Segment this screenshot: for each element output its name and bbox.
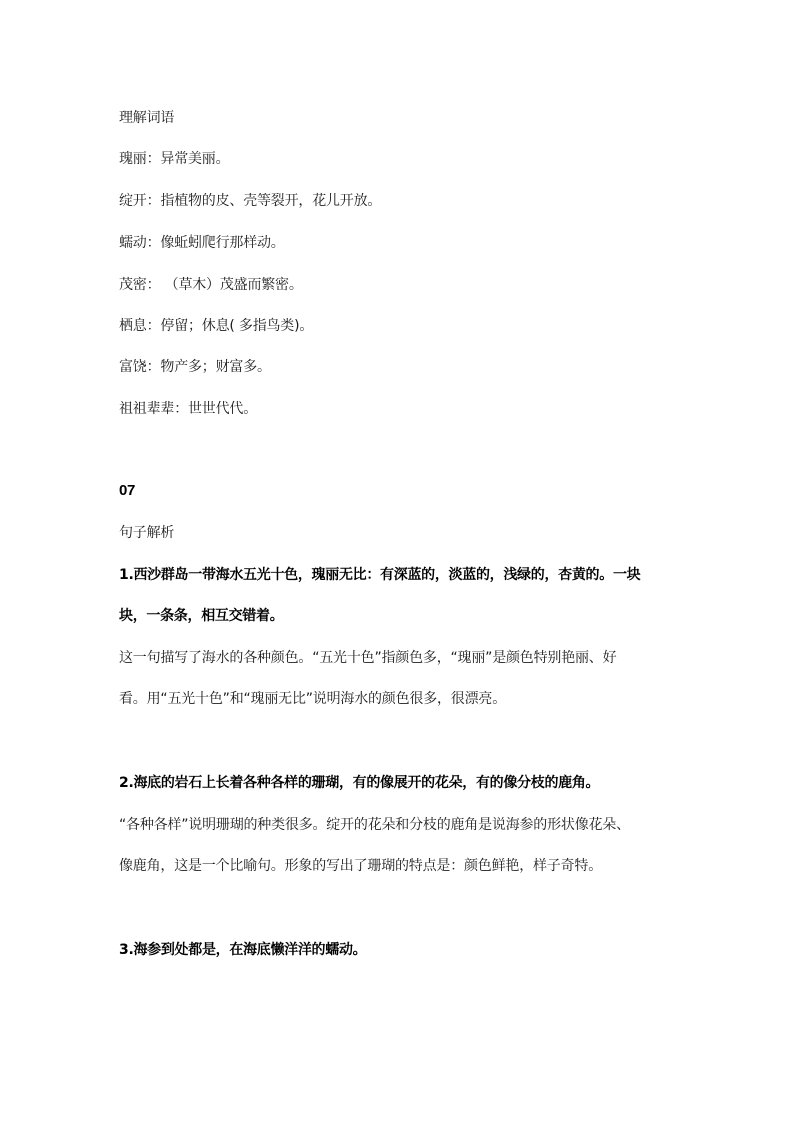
sentence-3-title: 3.海参到处都是，在海底懒洋洋的蠕动。	[119, 942, 367, 958]
sentence-2-analysis-cont: 像鹿角，这是一个比喻句。形象的写出了珊瑚的特点是：颜色鲜艳，样子奇特。	[119, 858, 602, 874]
vocabulary-heading: 理解词语	[119, 110, 175, 126]
sentence-2-title: 2.海底的岩石上长着各种各样的珊瑚，有的像展开的花朵，有的像分枝的鹿角。	[119, 775, 600, 791]
sentence-1-analysis-cont: 看。用“五光十色”和“瑰丽无比”说明海水的颜色很多，很漂亮。	[119, 691, 507, 707]
vocabulary-item: 茂密： （草木）茂盛而繁密。	[119, 277, 303, 293]
sentence-2-analysis: “各种各样”说明珊瑚的种类很多。绽开的花朵和分枝的鹿角是说海参的形状像花朵、	[119, 817, 630, 833]
sentence-1-title: 1.西沙群岛一带海水五光十色，瑰丽无比：有深蓝的，淡蓝的，浅绿的，杏黄的。一块	[119, 567, 641, 583]
vocabulary-item: 绽开：指植物的皮、壳等裂开，花儿开放。	[119, 193, 382, 209]
section-heading: 句子解析	[119, 525, 175, 541]
sentence-1-title-cont: 块，一条条，相互交错着。	[119, 608, 284, 624]
sentence-1-analysis: 这一句描写了海水的各种颜色。“五光十色”指颜色多，“瑰丽”是颜色特别艳丽、好	[119, 650, 617, 666]
vocabulary-item: 瑰丽：异常美丽。	[119, 151, 230, 167]
vocabulary-item: 富饶：物产多；财富多。	[119, 359, 271, 375]
vocabulary-item: 祖祖辈辈：世世代代。	[119, 401, 257, 417]
section-number: 07	[119, 482, 136, 499]
vocabulary-item: 栖息：停留；休息( 多指鸟类)。	[119, 318, 314, 334]
vocabulary-item: 蠕动：像蚯蚓爬行那样动。	[119, 235, 285, 251]
